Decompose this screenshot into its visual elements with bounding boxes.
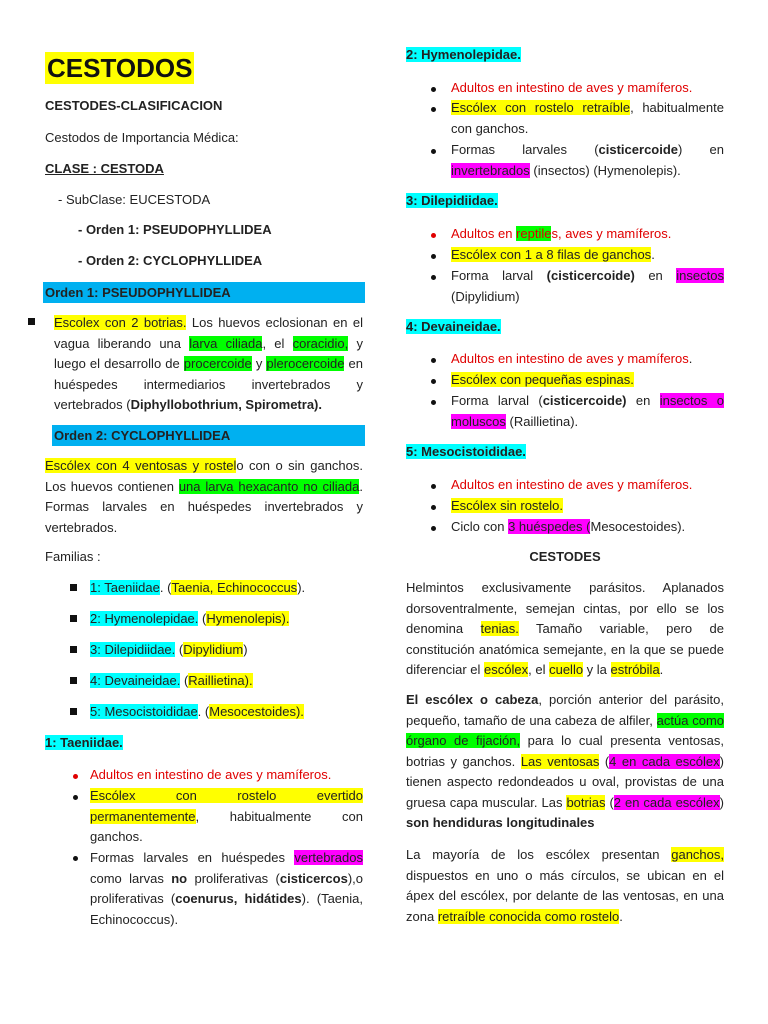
- hymenolepidae-heading: 2: Hymenolepidae.: [406, 47, 521, 62]
- square-bullet-icon: [70, 646, 77, 653]
- taeniidae-heading: 1: Taeniidae.: [45, 735, 123, 750]
- bullet-dot-icon: [73, 856, 78, 861]
- subclase-line: - SubClase: EUCESTODA: [58, 192, 211, 207]
- mesocistoididae-bullet-1: Adultos en intestino de aves y mamíferos.: [451, 477, 693, 492]
- dilepidiidae-bullet-2: Escólex con 1 a 8 filas de ganchos.: [451, 247, 655, 262]
- dilepidiidae-heading: 3: Dilepidiidae.: [406, 193, 498, 208]
- square-bullet-icon: [70, 584, 77, 591]
- mesocistoididae-heading: 5: Mesocistoididae.: [406, 444, 526, 459]
- orden1-line: - Orden 1: PSEUDOPHYLLIDEA: [78, 222, 272, 237]
- family-item: 4: Devaineidae. (Raillietina).: [90, 673, 253, 688]
- familias-label: Familias :: [45, 549, 101, 564]
- family-item: 5: Mesocistoididae. (Mesocestoides).: [90, 704, 304, 719]
- bullet-dot-icon: [431, 275, 436, 280]
- bullet-dot-icon: [73, 795, 78, 800]
- bullet-dot-icon: [431, 107, 436, 112]
- cestodes-paragraph-2: El escólex o cabeza, porción anterior del parásito, pequeño, tamaño de una cabeza de alfiler, actúa como órgano de fijación, para lo cual presenta ventosas, botrias y ganchos. Las ventosas (4 en cada escólex) tienen aspecto redondeados u oval, provistas de una gruesa capa muscular. Las botrias (2 en cada escólex) son hendiduras longitudinales: [406, 692, 725, 830]
- devaineidae-bullet-1: Adultos en intestino de aves y mamíferos.: [451, 351, 693, 366]
- bullet-dot-icon: [431, 400, 436, 405]
- square-bullet-icon: [70, 677, 77, 684]
- bullet-dot-icon: [431, 379, 436, 384]
- bullet-dot-icon: [431, 358, 436, 363]
- intro-text: Cestodos de Importancia Médica:: [45, 130, 239, 145]
- bullet-dot-icon: [431, 254, 436, 259]
- bullet-dot-icon: [431, 484, 436, 489]
- bullet-dot-icon: [431, 526, 436, 531]
- bullet-dot-icon: [73, 774, 78, 779]
- mesocistoididae-bullet-3: Ciclo con 3 huéspedes (Mesocestoides).: [451, 519, 686, 534]
- orden2-bar: Orden 2: CYCLOPHYLLIDEA: [52, 425, 365, 446]
- taeniidae-bullet-3: Formas larvales en huéspedes vertebrados como larvas no proliferativas (cisticercos),o proliferativas (coenurus, hidátides). (Taenia, Echinococcus).: [90, 850, 363, 927]
- cestodes-title: CESTODES: [529, 549, 601, 564]
- hymenolepidae-bullet-3: Formas larvales (cisticercoide) en invertebrados (insectos) (Hymenolepis).: [451, 142, 724, 178]
- devaineidae-bullet-3: Forma larval (cisticercoide) en insectos o moluscos (Raillietina).: [451, 393, 724, 429]
- square-bullet-icon: [70, 708, 77, 715]
- bullet-dot-icon: [431, 149, 436, 154]
- bullet-dot-icon: [431, 87, 436, 92]
- devaineidae-bullet-2: Escólex con pequeñas espinas.: [451, 372, 634, 387]
- cestodes-paragraph-1: Helmintos exclusivamente parásitos. Aplanados dorsoventralmente, semejan cintas, por ello se los denomina tenias. Tamaño variable, pero de constitución anatómica semejante, en la que se puede diferenciar el escólex, el cuello y la estróbila.: [406, 580, 725, 677]
- orden1-bar: Orden 1: PSEUDOPHYLLIDEA: [43, 282, 365, 303]
- family-item: 2: Hymenolepidae. (Hymenolepis).: [90, 611, 290, 626]
- family-item: 1: Taeniidae. (Taenia, Echinococcus).: [90, 580, 306, 595]
- bullet-dot-icon: [431, 505, 436, 510]
- family-item: 3: Dilepidiidae. (Dipylidium): [90, 642, 248, 657]
- classification-heading: CESTODES-CLASIFICACION: [45, 98, 223, 113]
- dilepidiidae-bullet-3: Forma larval (cisticercoide) en insectos (Dipylidium): [451, 268, 724, 304]
- orden2-line: - Orden 2: CYCLOPHYLLIDEA: [78, 253, 263, 268]
- taeniidae-bullet-1: Adultos en intestino de aves y mamíferos.: [90, 767, 332, 782]
- cestodes-paragraph-3: La mayoría de los escólex presentan ganchos, dispuestos en uno o más círculos, se ubican en el ápex del escólex, por delante de las ventosas, en una zona retraíble conocida como rostelo.: [406, 847, 724, 924]
- orden1-paragraph: Escolex con 2 botrias. Los huevos eclosionan en el vagua liberando una larva ciliada, el coracidio, y luego el desarrollo de procercoide y plerocercoide en huéspedes intermediarios invertebrados y vertebrados (Diphyllobothrium, Spirometra).: [54, 315, 363, 412]
- square-bullet-icon: [70, 615, 77, 622]
- mesocistoididae-bullet-2: Escólex sin rostelo.: [451, 498, 563, 513]
- dilepidiidae-bullet-1: Adultos en reptiles, aves y mamíferos.: [451, 226, 672, 241]
- hymenolepidae-bullet-2: Escólex con rostelo retraíble, habitualmente con ganchos.: [451, 100, 724, 136]
- bullet-dot-icon: [431, 233, 436, 238]
- square-bullet-icon: [28, 318, 35, 325]
- devaineidae-heading: 4: Devaineidae.: [406, 319, 501, 334]
- document-title: CESTODOS: [47, 53, 193, 83]
- orden2-paragraph: Escólex con 4 ventosas y rostelo con o sin ganchos. Los huevos contienen una larva hexacanto no ciliada. Formas larvales en huéspedes invertebrados y vertebrados.: [45, 458, 363, 535]
- taeniidae-bullet-2: Escólex con rostelo evertido permanentemente, habitualmente con ganchos.: [90, 788, 363, 844]
- clase-heading: CLASE : CESTODA: [45, 161, 164, 176]
- hymenolepidae-bullet-1: Adultos en intestino de aves y mamíferos.: [451, 80, 693, 95]
